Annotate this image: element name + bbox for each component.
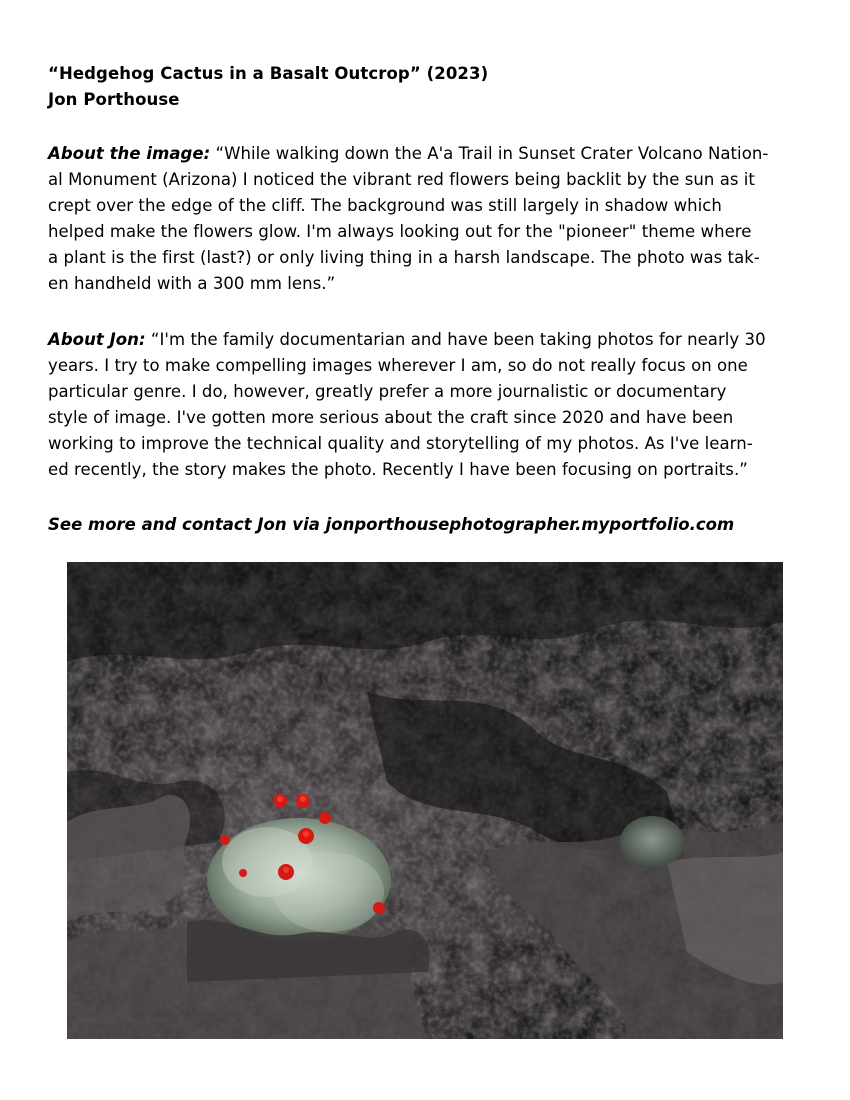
- paragraph-line: crept over the edge of the cliff. The background was still largely in shadow which: [48, 196, 722, 215]
- paragraph-line: [48, 141, 808, 167]
- about-image-paragraph: [48, 141, 808, 297]
- photo-illustration: [67, 562, 783, 1039]
- flower: [220, 835, 230, 845]
- about-jon-paragraph: [48, 327, 808, 483]
- paragraph-line: ed recently, the story makes the photo. Recently I have been focusing on portraits.”: [48, 460, 748, 479]
- paragraph-line: working to improve the technical quality and storytelling of my photos. As I've learn-: [48, 434, 753, 453]
- flower: [239, 869, 247, 877]
- paragraph-line: [48, 327, 808, 353]
- paragraph-line-text: “While walking down the A'a Trail in Sunset Crater Volcano Nation-: [215, 144, 769, 163]
- flower: [319, 812, 331, 824]
- flower: [373, 902, 385, 914]
- paragraph-line: a plant is the first (last?) or only living thing in a harsh landscape. The photo was tak-: [48, 248, 760, 267]
- paragraph-line: helped make the flowers glow. I'm always looking out for the "pioneer" theme where: [48, 222, 752, 241]
- about-jon-label: About Jon:: [48, 330, 146, 349]
- paragraph-line: particular genre. I do, however, greatly prefer a more journalistic or documentary: [48, 382, 727, 401]
- heading-block: [48, 61, 808, 113]
- cactus-photo: [67, 562, 783, 1039]
- artist-name: Jon Porthouse: [48, 90, 180, 109]
- paragraph-line: style of image. I've gotten more serious about the craft since 2020 and have been: [48, 408, 734, 427]
- paragraph-line: en handheld with a 300 mm lens.”: [48, 274, 336, 293]
- paragraph-line: years. I try to make compelling images wherever I am, so do not really focus on one: [48, 356, 748, 375]
- contact-line: See more and contact Jon via jonporthousephotographer.myportfolio.com: [48, 515, 735, 534]
- paragraph-line-text: “I'm the family documentarian and have been taking photos for nearly 30: [150, 330, 766, 349]
- small-cactus: [620, 816, 684, 868]
- paragraph-line: al Monument (Arizona) I noticed the vibrant red flowers being backlit by the sun as it: [48, 170, 755, 189]
- about-image-label: About the image:: [48, 144, 211, 163]
- artwork-title: “Hedgehog Cactus in a Basalt Outcrop” (2023): [48, 64, 489, 83]
